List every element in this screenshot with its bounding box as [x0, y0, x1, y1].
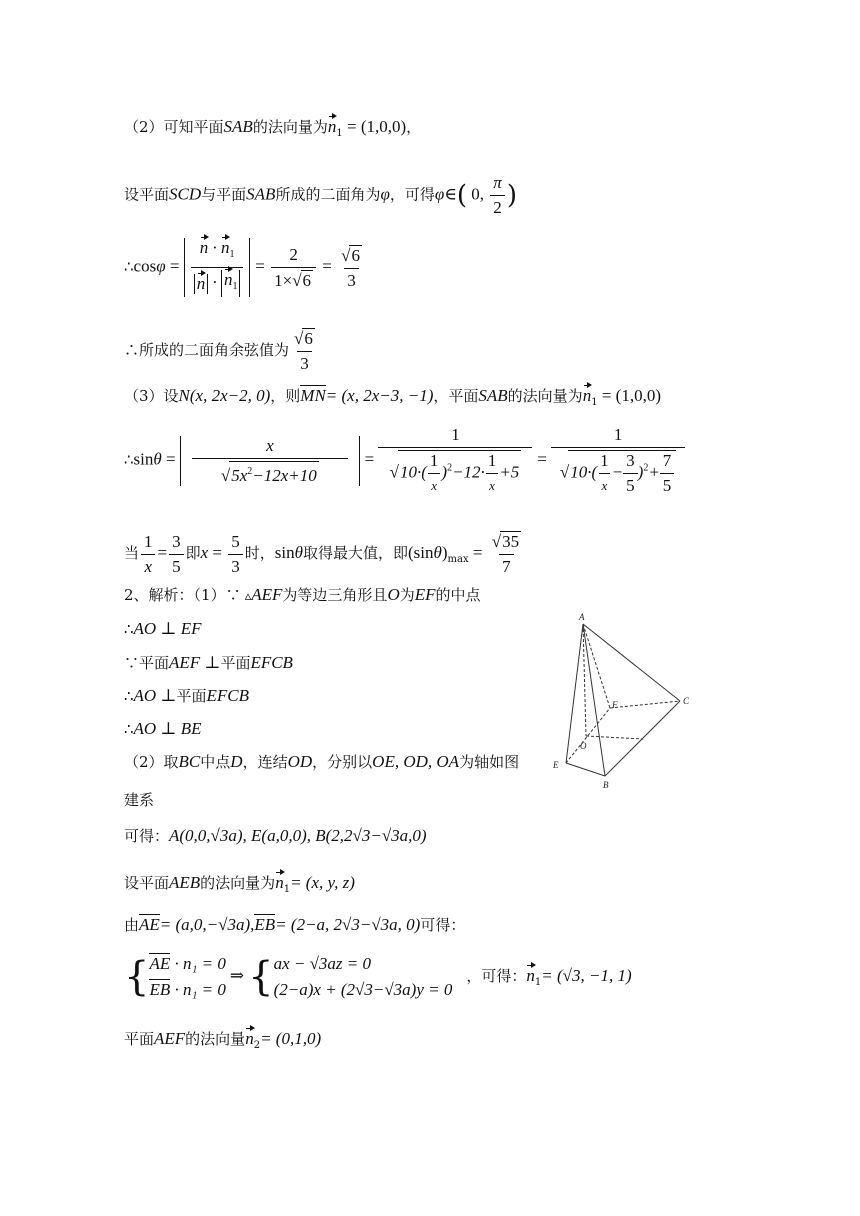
- abs-fraction: $\frac{x}{√5x^2-12x+10}$: [180, 436, 360, 486]
- subscript: 1: [591, 397, 598, 408]
- frac-recip: 1 √10·( $\frac{1}{x}$ )$^2$−12· $\frac{1}{x}$ +5: [380, 425, 530, 496]
- system-right: ax − √3az = 0 (2−a)x + (2√3−√3a)y = 0: [273, 954, 453, 999]
- label-O: O: [580, 741, 587, 751]
- edge-EB: [566, 763, 605, 776]
- part2b-line: （2）取BC中点D，连结OD，分别以OE, OD, OA为轴如图: [124, 752, 520, 771]
- text: 的中点: [435, 586, 481, 604]
- proof-line-2: ∵平面AEF ⊥平面EFCB: [124, 653, 293, 672]
- text: 所成的二面角为: [275, 185, 381, 204]
- part3-line: （3）设N(x, 2x−2, 0)，则MN= (x, 2x−3, −1)，平面SAB的法向量为$n_1 = (1,0,0)$: [124, 386, 661, 408]
- text: 可得：: [124, 827, 170, 845]
- text: 建系: [124, 791, 155, 809]
- text: 平面: [176, 687, 207, 705]
- text: 为: [399, 586, 415, 604]
- jianxi-line: [124, 790, 154, 810]
- therefore-symbol: ∴: [124, 341, 140, 359]
- frac-sqrt35-over-7: $\frac{√35}{7}$: [491, 532, 520, 576]
- text: 的法向量为: [200, 874, 276, 892]
- phi-symbol: φ: [380, 184, 390, 204]
- therefore-symbol: ∴: [124, 620, 134, 638]
- vector-AE: AE: [139, 915, 160, 934]
- text: 取得最大值，即: [302, 544, 408, 562]
- text: 所成的二面角余弦值为: [139, 341, 290, 359]
- edge-FC: [610, 701, 680, 708]
- text: 为等边三角形且: [282, 586, 388, 604]
- label-B: B: [603, 780, 609, 790]
- vector-value: (1,0,0): [360, 117, 407, 136]
- text: 平面: [220, 654, 251, 672]
- normal-aef-line: 平面AEF的法向量$n_2= (0,1,0)$: [124, 1029, 322, 1051]
- part2-line: （2）可知平面SAB的法向量为$n_1 = (1,0,0)$，: [124, 117, 422, 139]
- statement: AO ⊥ EF: [133, 619, 202, 638]
- point-N-coords: (x, 2x−2, 0): [189, 386, 271, 405]
- frac-5-over-3: $\frac{5}{3}$: [228, 532, 243, 577]
- segment-EF: EF: [414, 585, 436, 604]
- pyramid-figure: [548, 608, 708, 793]
- dihedral-angle-line: 设平面SCD与平面SAB所成的二面角为φ，可得φ∈( 0, $\frac{\pi}{2}$ ): [124, 173, 517, 217]
- point-O: O: [387, 585, 400, 604]
- text: ，可得：: [466, 967, 527, 985]
- text: 2、解析：（1）∵: [124, 586, 241, 604]
- vector-n1: n: [327, 117, 337, 136]
- plane-name: SAB: [223, 117, 253, 136]
- vector-value: (1,0,0): [615, 386, 661, 405]
- sin-fn: sin: [133, 449, 154, 469]
- text: 的法向量为: [252, 118, 328, 136]
- edge-OD: [586, 736, 643, 739]
- phi-symbol: φ: [156, 256, 166, 276]
- system-left: AE · n₁ = 0 EB · n₁ = 0: [149, 954, 226, 999]
- text: 即: [185, 544, 201, 562]
- normal-aeb-line: 设平面AEB的法向量为$n_1= (x$, y, z): [124, 873, 355, 895]
- frac-1-over-x: $\frac{1}{x}$: [141, 532, 156, 577]
- phi-symbol: φ: [434, 184, 445, 204]
- edge-EF: [566, 708, 610, 763]
- label-E: E: [553, 760, 559, 770]
- text: 时，: [244, 544, 275, 562]
- text: ，分别以: [312, 753, 373, 771]
- label-C: C: [683, 696, 690, 706]
- vector-MN: MN: [300, 386, 326, 405]
- therefore-symbol: ∴: [124, 257, 134, 276]
- edge-AB: [583, 624, 605, 776]
- cos-result-line: [124, 328, 320, 374]
- text: 平面: [124, 1030, 155, 1048]
- frac-completed-square: 1 √10·( $\frac{1}{x}$ − $\frac{3}{5}$ )$^2$+ $\frac{7}{5}$: [553, 425, 683, 496]
- vector-n1: n: [582, 386, 592, 405]
- label-F: F: [612, 700, 618, 710]
- plane-name: SCD: [169, 184, 202, 204]
- text: ，则: [270, 387, 301, 405]
- therefore-symbol: ∴: [124, 450, 134, 469]
- subscript: 1: [336, 128, 343, 139]
- cos-formula-line: ∴cosφ = $\frac{n \cdot n_1}{n \cdot n_1}$ = $\frac{2}{1\times√6}$ = $\frac{√6}{3}$: [124, 238, 367, 297]
- text: 设平面: [124, 185, 170, 204]
- frac-sqrt6-over-3: $\frac{√6}{3}$: [294, 329, 313, 373]
- point-N: N: [178, 386, 190, 405]
- proof-line-4: [124, 719, 201, 739]
- plane-name: SAB: [246, 184, 276, 204]
- text: （2）可知平面: [124, 118, 224, 136]
- text: 当: [124, 544, 140, 562]
- text: 的法向量为: [507, 387, 583, 405]
- text: （3）设: [124, 387, 179, 405]
- max-value-line: 当 $\frac{1}{x}$ = $\frac{3}{5}$ 即x = $\frac{5}{3}$ 时，sinθ取得最大值，即$(\sin\theta)_{max}$ = $\frac{√35}{7}$: [124, 531, 526, 577]
- text: ，可得: [389, 185, 435, 204]
- text: 设平面: [124, 874, 170, 892]
- coordinates: A(0,0,√3a), E(a,0,0), B(2,2√3−√3a,0): [169, 826, 427, 845]
- label-A: A: [579, 612, 585, 622]
- vector-EB: EB: [254, 915, 276, 934]
- section2-heading: 2、解析：（1）∵ ▵AEF为等边三角形且O为EF的中点: [124, 585, 481, 604]
- text: ，平面: [433, 387, 479, 405]
- cos-fn: cos: [133, 256, 157, 276]
- proof-line-1: [124, 619, 201, 639]
- plane-name: SAB: [478, 386, 508, 405]
- because-symbol: ∵: [124, 654, 140, 672]
- pi-over-2: $\frac{\pi}{2}$: [490, 173, 505, 218]
- text: 由: [124, 916, 140, 934]
- triangle-name: AEF: [251, 585, 283, 604]
- therefore-symbol: ∴: [124, 720, 134, 738]
- coords-line: [124, 826, 427, 846]
- text: 为轴如图: [459, 753, 520, 771]
- text: ，连结: [242, 753, 288, 771]
- theta-symbol: θ: [153, 449, 162, 469]
- system-line: { AE · n₁ = 0 EB · n₁ = 0 ⇒ { ax − √3az = 0 (2−a)x + (2√3−√3a)y = 0 ，可得：$n_1= (√3$, −1, 1): [124, 954, 632, 1000]
- max-subscript: max: [447, 554, 469, 565]
- frac-sqrt6-over-3: $\frac{√6}{3}$: [341, 245, 360, 290]
- frac-2-over-sqrt6: $\frac{2}{1\times√6}$: [271, 245, 316, 291]
- edge-AC: [583, 624, 680, 701]
- sin-formula-line: ∴sinθ = $\frac{x}{√5x^2-12x+10}$ = 1 √10·( $\frac{1}{x}$ )$^2$−12· $\frac{1}{x}$ +5 = 1 √10·( $\frac{1}{x}$ − $\frac{3}{5}$ )$^2$+ $\frac{7}{5}$: [124, 425, 685, 496]
- therefore-symbol: ∴: [124, 687, 134, 705]
- statement: AO ⊥ BE: [133, 719, 202, 738]
- edge-AF: [583, 624, 610, 708]
- text: 可得：: [420, 916, 466, 934]
- proof-line-3: ∴AO ⊥平面EFCB: [124, 686, 249, 705]
- abs-fraction: $\frac{n \cdot n_1}{n \cdot n_1}$: [184, 238, 251, 297]
- vectors-line: 由AE= (a,0,−√3a),EB= (2−a, 2√3−√3a, 0)可得：: [124, 915, 466, 934]
- frac-3-over-5: $\frac{3}{5}$: [169, 532, 184, 577]
- in-symbol: ∈: [444, 184, 457, 204]
- text: 与平面: [201, 185, 247, 204]
- text: 中点: [200, 753, 231, 771]
- text: 平面: [139, 654, 170, 672]
- vector-MN-value: = (x, 2x−3, −1): [325, 386, 434, 405]
- text: 的法向量: [185, 1030, 246, 1048]
- text: （2）取: [124, 753, 179, 771]
